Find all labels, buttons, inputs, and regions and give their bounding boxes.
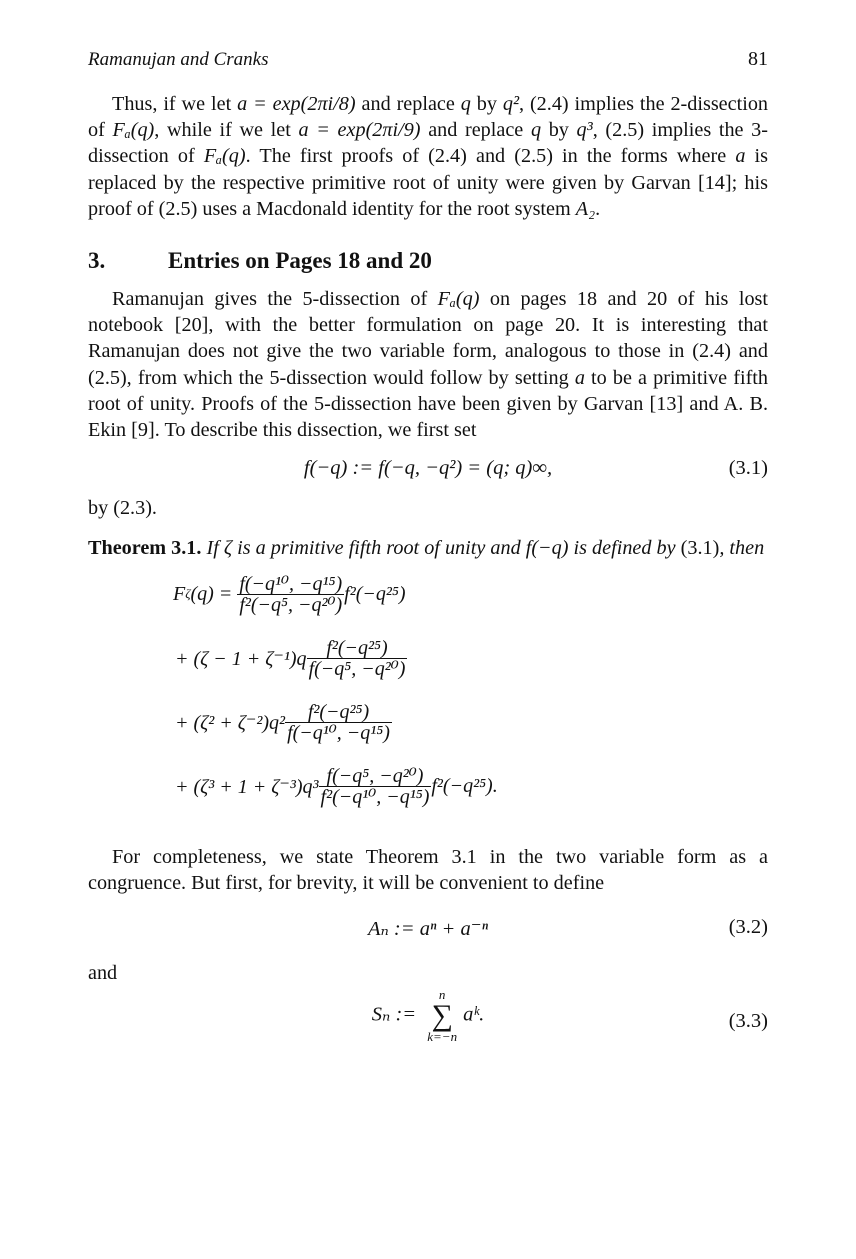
equation-3-2 — [88, 916, 768, 946]
equation-row-2: + (ζ − 1 + ζ⁻¹)q $\frac{\text{f²(−q²⁵)}}{\text{f(−q⁵, −q²⁰)}}$ — [175, 636, 406, 680]
paragraph-five-dissection: Ramanujan gives the 5-dissection of Fₐ(q) on pages 18 and 20 of his lost notebook [20], with the better formulation on page 20. It is interesting that Ramanujan does not give the two variable form, analogous to those in (2.4) and (2.5), from which the 5-dissection would follow by setting a to be a primitive fifth root of unity. Proofs of the 5-dissection have been given by Garvan [13] and A. B. Ekin [9]. To describe this dissection, we first set — [88, 288, 768, 442]
and-text: and — [88, 962, 118, 985]
equation-3-1-tag: (3.1) — [728, 457, 768, 480]
fraction-2: $\frac{\text{f²(−q²⁵)}}{\text{f(−q⁵, −q²⁰)}}$ — [308, 636, 406, 680]
equation-3-3-tag: (3.3) — [728, 1010, 768, 1033]
running-title: Ramanujan and Cranks — [88, 49, 269, 70]
equation-3-1 — [88, 457, 768, 487]
equation-3-1-body: f(−q) := f(−q, −q²) = (q; q)∞, — [303, 457, 553, 480]
equation-3-3-body: Sₙ := n ∑ k=−n aᵏ. — [371, 987, 485, 1045]
section-heading — [88, 248, 768, 274]
theorem-equation — [173, 574, 768, 838]
equation-3-2-body: Aₙ := aⁿ + a⁻ⁿ — [367, 918, 489, 941]
theorem-3-1: Theorem 3.1. If ζ is a primitive fifth root of unity and f(−q) is defined by (3.1), then — [88, 537, 765, 560]
equation-3-2-tag: (3.2) — [728, 916, 768, 939]
fraction-4: $\frac{\text{f(−q⁵, −q²⁰)}}{\text{f²(−q¹⁰, −q¹⁵)}}$ — [320, 764, 430, 808]
paragraph-dissection-intro: Thus, if we let a = exp(2πi/8) and replace q by q², (2.4) implies the 2-dissection of Fₐ(q), while if we let a = exp(2πi/9) and replace q by q³, (2.5) implies the 3-dissection of Fₐ(q). The first proofs of (2.4) and (2.5) in the forms where a is replaced by the respective primitive root of unity were given by Garvan [14]; his proof of (2.5) uses a Macdonald identity for the root system A₂. — [88, 93, 769, 220]
equation-row-4: + (ζ³ + 1 + ζ⁻³)q³ $\frac{\text{f(−q⁵, −q²⁰)}}{\text{f²(−q¹⁰, −q¹⁵)}}$ f²(−q²⁵). — [175, 764, 498, 808]
equation-3-3 — [88, 988, 768, 1058]
equation-row-3: + (ζ² + ζ⁻²)q² $\frac{\text{f²(−q²⁵)}}{\text{f(−q¹⁰, −q¹⁵)}}$ — [175, 700, 390, 744]
by-2-3-text: by (2.3). — [88, 497, 157, 520]
section-number: 3. — [88, 248, 106, 274]
summation-symbol: n ∑ k=−n — [427, 987, 458, 1045]
fraction-1: $\frac{\text{f(−q¹⁰, −q¹⁵)}}{\text{f²(−q⁵, −q²⁰)}}$ — [239, 572, 343, 616]
paragraph-completeness: For completeness, we state Theorem 3.1 in the two variable form as a congruence. But first, for brevity, it will be convenient to define — [88, 845, 768, 894]
running-header — [88, 48, 768, 71]
equation-row-1: F ζ (q) = $\frac{\text{f(−q¹⁰, −q¹⁵)}}{\text{f²(−q⁵, −q²⁰)}}$ f²(−q²⁵) — [173, 572, 406, 616]
theorem-heading: Theorem 3.1. — [88, 537, 202, 560]
fraction-3: $\frac{\text{f²(−q²⁵)}}{\text{f(−q¹⁰, −q¹⁵)}}$ — [287, 700, 390, 744]
section-title: Entries on Pages 18 and 20 — [168, 248, 432, 274]
page-number: 81 — [748, 48, 768, 70]
page — [88, 48, 768, 1058]
